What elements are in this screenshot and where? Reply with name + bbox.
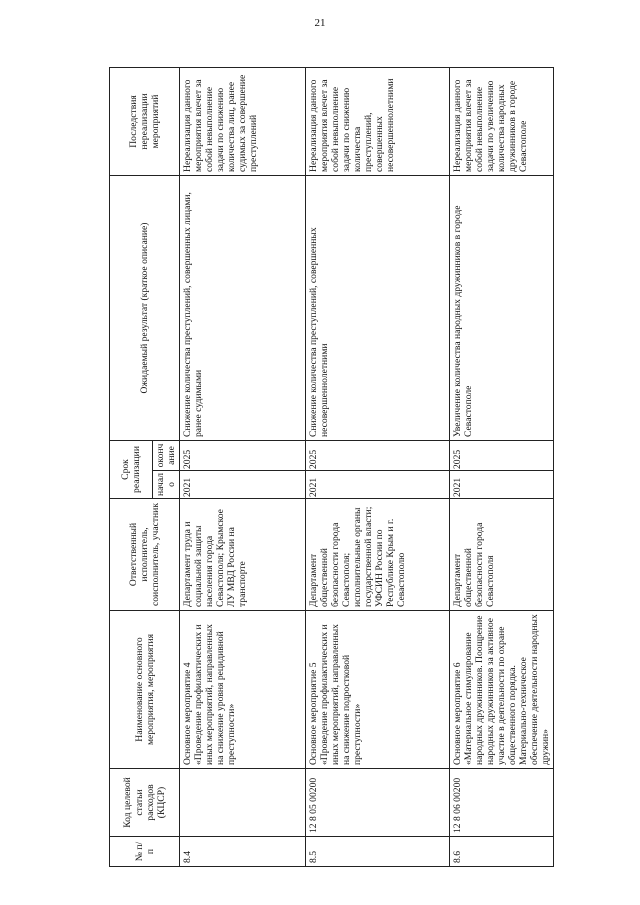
row-end: 2025 [306, 440, 450, 470]
row-name: Основное мероприятие 6 «Материальное стимулирование народных дружинников. Поощрение народных дружинников за активное участие в деятельности по охране общественного порядка. Материально-техническое обеспечение деятельности народных дружин» [450, 611, 554, 769]
row-responsible: Департамент общественной безопасности города Севастополя [450, 499, 554, 611]
row-responsible: Департамент труда и социальной защиты населения города Севастополя; Крымское ЛУ МВД России на транспорте [180, 499, 306, 611]
header-result: Ожидаемый результат (краткое описание) [110, 175, 180, 440]
row-num: 8.5 [306, 837, 450, 867]
header-code: Код целевой статьи расходов (КЦСР) [110, 769, 180, 837]
row-start: 2021 [180, 471, 306, 499]
row-consequences: Нереализация данного мероприятия влечет за собой невыполнение задачи по снижению количества преступлений, совершенных несовершеннолетними [306, 67, 450, 175]
row-result: Снижение количества преступлений, совершенных несовершеннолетними [306, 175, 450, 440]
table-row [450, 67, 554, 866]
row-consequences: Нереализация данного мероприятия влечет за собой невыполнение задачи по снижению количества лиц, ранее судимых за совершение преступлений [180, 67, 306, 175]
row-end: 2025 [450, 440, 554, 470]
header-consequences: Последствия нереализации мероприятий [110, 67, 180, 175]
row-result: Снижение количества преступлений, совершенных лицами, ранее судимыми [180, 175, 306, 440]
table-row [306, 67, 450, 866]
header-period: Срок реализации [110, 440, 153, 498]
row-code [180, 769, 306, 837]
row-start: 2021 [450, 471, 554, 499]
rotated-table-container [109, 68, 552, 867]
row-result: Увеличение количества народных дружинников в городе Севастополе [450, 175, 554, 440]
header-start: начало [153, 471, 180, 499]
program-activities-table [109, 67, 554, 867]
row-name: Основное мероприятие 5 «Проведение профилактических и иных мероприятий, направленных на снижение подростковой преступности» [306, 611, 450, 769]
row-responsible: Департамент общественной безопасности города Севастополя; исполнительные органы государственной власти; УФСИН России по Республике Крым и г. Севастополю [306, 499, 450, 611]
row-code: 12 8 06 00200 [450, 769, 554, 837]
header-end: окончание [153, 440, 180, 470]
page-number: 21 [314, 17, 326, 29]
row-consequences: Нереализация данного мероприятия влечет за собой невыполнение задачи по увеличению количества народных дружинников в городе Севастополе [450, 67, 554, 175]
header-name: Наименование основного мероприятия, мероприятия [110, 611, 180, 769]
header-responsible: Ответственный исполнитель, соисполнитель, участник [110, 499, 180, 611]
row-start: 2021 [306, 471, 450, 499]
row-num: 8.6 [450, 837, 554, 867]
table-row [180, 67, 306, 866]
row-name: Основное мероприятие 4 «Проведение профилактических и иных мероприятий, направленных на снижение уровня рецидивной преступности» [180, 611, 306, 769]
header-num: № п/п [110, 837, 180, 867]
header-row [110, 67, 153, 866]
row-code: 12 8 05 00200 [306, 769, 450, 837]
row-num: 8.4 [180, 837, 306, 867]
row-end: 2025 [180, 440, 306, 470]
